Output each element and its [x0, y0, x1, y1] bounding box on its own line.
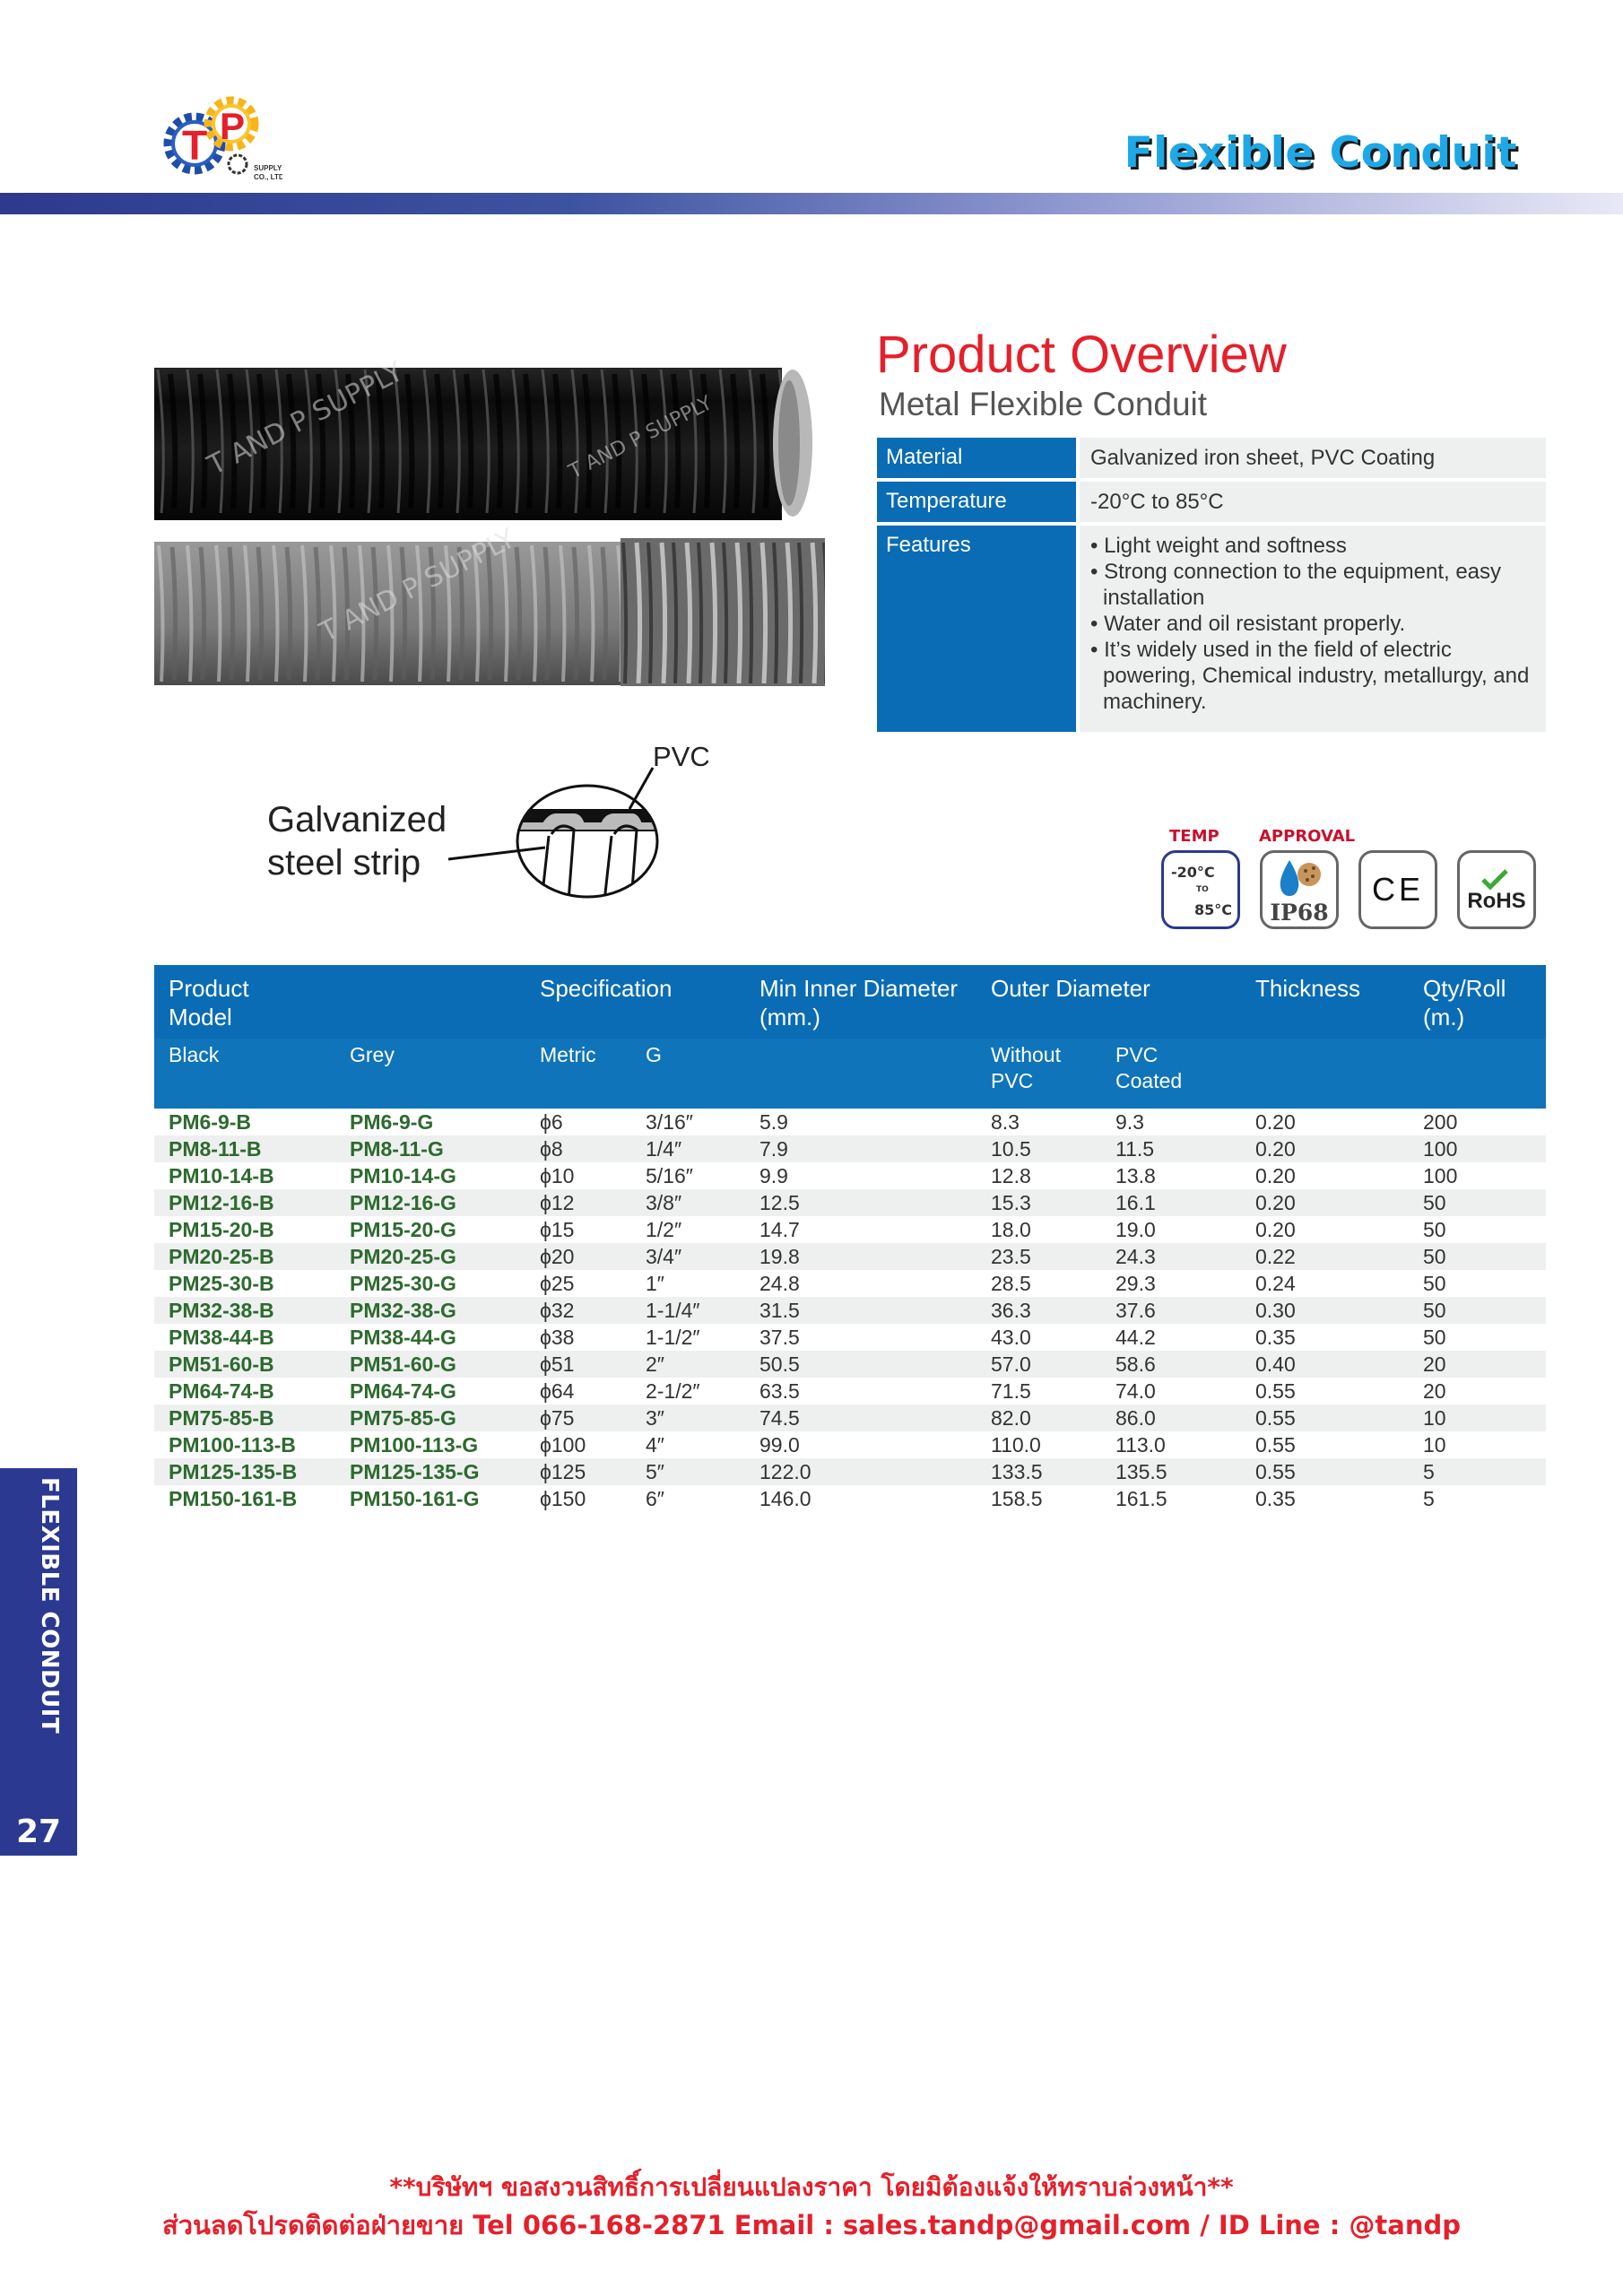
- cell-min-inner: 37.5: [759, 1326, 800, 1349]
- photo-watermark: T AND P SUPPLY: [203, 356, 409, 482]
- spec-value: -20°C to 85°C: [1080, 482, 1546, 522]
- header-qty-roll: Qty/Roll (m.): [1423, 975, 1506, 1031]
- cell-model-grey: PM51-60-G: [350, 1352, 456, 1376]
- header-black: Black: [169, 1043, 220, 1066]
- ip68-badge: IP68: [1260, 850, 1339, 929]
- cell-model-grey: PM150-161-G: [350, 1487, 480, 1510]
- cell-thickness: 0.20: [1255, 1218, 1296, 1241]
- cell-min-inner: 50.5: [759, 1352, 800, 1376]
- spec-row-material: [877, 438, 1546, 478]
- cell-g-size: 4″: [646, 1433, 664, 1457]
- cell-model-black: PM38-44-B: [169, 1326, 274, 1349]
- table-row: [154, 1270, 1546, 1297]
- cell-thickness: 0.40: [1255, 1352, 1296, 1376]
- cell-outer-pvc-coated: 86.0: [1115, 1406, 1156, 1430]
- cell-qty-roll: 50: [1423, 1299, 1446, 1322]
- photo-watermark: T AND P SUPPLY: [315, 523, 521, 648]
- cell-thickness: 0.20: [1255, 1191, 1296, 1214]
- cell-outer-pvc-coated: 16.1: [1115, 1191, 1156, 1214]
- cell-outer-without-pvc: 43.0: [991, 1326, 1031, 1349]
- cell-metric-size: ϕ100: [540, 1433, 586, 1457]
- cell-thickness: 0.55: [1255, 1460, 1296, 1483]
- cell-g-size: 3/4″: [646, 1245, 682, 1268]
- cell-qty-roll: 10: [1423, 1433, 1446, 1457]
- table-header: [154, 965, 1546, 1109]
- logo-gears-icon: [157, 94, 282, 184]
- cell-outer-without-pvc: 57.0: [991, 1352, 1031, 1376]
- cell-thickness: 0.35: [1255, 1487, 1296, 1510]
- cell-metric-size: ϕ125: [540, 1460, 586, 1483]
- page-number: 27: [15, 1813, 62, 1850]
- cell-outer-without-pvc: 158.5: [991, 1487, 1043, 1510]
- cell-model-grey: PM15-20-G: [350, 1218, 456, 1241]
- cell-model-black: PM10-14-B: [169, 1164, 274, 1187]
- cell-model-grey: PM32-38-G: [350, 1299, 456, 1322]
- cell-qty-roll: 50: [1423, 1326, 1446, 1349]
- company-logo: [157, 94, 282, 184]
- cell-outer-without-pvc: 8.3: [991, 1110, 1020, 1134]
- svg-text:CO., LTD: CO., LTD: [254, 173, 282, 181]
- cell-metric-size: ϕ6: [540, 1110, 563, 1134]
- spec-value: Galvanized iron sheet, PVC Coating: [1080, 438, 1546, 478]
- header-product-model: Product Model: [169, 975, 249, 1031]
- cell-min-inner: 99.0: [759, 1433, 800, 1457]
- cell-outer-pvc-coated: 13.8: [1115, 1164, 1156, 1187]
- cell-g-size: 1-1/2″: [646, 1326, 700, 1349]
- table-row: [154, 1135, 1546, 1162]
- overview-subtitle: Metal Flexible Conduit: [879, 386, 1208, 422]
- water-dust-icon: [1263, 855, 1336, 900]
- cell-outer-pvc-coated: 44.2: [1115, 1326, 1156, 1349]
- cell-g-size: 2″: [646, 1352, 664, 1376]
- table-row: [154, 1431, 1546, 1458]
- cell-min-inner: 63.5: [759, 1379, 800, 1403]
- cell-model-black: PM100-113-B: [169, 1433, 296, 1457]
- cell-outer-pvc-coated: 9.3: [1115, 1110, 1144, 1134]
- cell-model-grey: PM38-44-G: [350, 1326, 456, 1349]
- table-row: [154, 1351, 1546, 1378]
- cell-outer-without-pvc: 71.5: [991, 1379, 1031, 1403]
- cell-outer-pvc-coated: 113.0: [1115, 1433, 1166, 1457]
- cell-outer-pvc-coated: 29.3: [1115, 1272, 1156, 1295]
- section-label: FLEXIBLE CONDUIT: [36, 1477, 63, 1735]
- product-spec-table: [154, 965, 1546, 1512]
- diagram-label-steel-strip: Galvanized steel strip: [267, 800, 447, 883]
- cell-g-size: 1-1/4″: [646, 1299, 700, 1322]
- cell-model-grey: PM100-113-G: [350, 1433, 479, 1457]
- table-row: [154, 1297, 1546, 1324]
- cell-outer-pvc-coated: 11.5: [1115, 1137, 1155, 1161]
- cell-min-inner: 146.0: [759, 1487, 812, 1510]
- cell-min-inner: 7.9: [759, 1137, 788, 1161]
- cell-thickness: 0.20: [1255, 1137, 1296, 1161]
- cell-metric-size: ϕ12: [540, 1191, 575, 1214]
- cell-model-black: PM8-11-B: [169, 1137, 262, 1161]
- cell-g-size: 6″: [646, 1487, 664, 1510]
- cell-model-grey: PM8-11-G: [350, 1137, 444, 1161]
- cell-outer-without-pvc: 110.0: [991, 1433, 1041, 1457]
- cell-outer-without-pvc: 36.3: [991, 1299, 1031, 1322]
- cell-outer-pvc-coated: 58.6: [1115, 1352, 1156, 1376]
- cell-model-grey: PM12-16-G: [350, 1191, 456, 1214]
- cell-outer-without-pvc: 28.5: [991, 1272, 1031, 1295]
- cell-g-size: 5″: [646, 1460, 664, 1483]
- cell-qty-roll: 5: [1423, 1487, 1435, 1510]
- spec-key: Features: [877, 526, 1076, 732]
- feature-item: • Light weight and softness: [1090, 534, 1347, 558]
- cell-thickness: 0.35: [1255, 1326, 1296, 1349]
- footer: [0, 2169, 1623, 2244]
- cell-outer-pvc-coated: 19.0: [1115, 1218, 1156, 1241]
- cell-thickness: 0.20: [1255, 1164, 1296, 1187]
- cell-metric-size: ϕ51: [540, 1352, 575, 1376]
- cell-metric-size: ϕ15: [540, 1218, 575, 1241]
- cell-outer-without-pvc: 15.3: [991, 1191, 1031, 1214]
- header-thickness: Thickness: [1255, 975, 1361, 1002]
- table-row: [154, 1162, 1546, 1189]
- cell-model-black: PM20-25-B: [169, 1245, 274, 1268]
- ce-mark-badge: CE: [1358, 850, 1437, 929]
- cell-thickness: 0.24: [1255, 1272, 1296, 1295]
- cell-outer-pvc-coated: 37.6: [1115, 1299, 1156, 1322]
- temp-range-badge: -20°C TO 85°C: [1161, 850, 1240, 929]
- cell-qty-roll: 5: [1423, 1460, 1435, 1483]
- header-band: [0, 193, 1623, 214]
- features-list: [1080, 526, 1546, 732]
- cell-thickness: 0.55: [1255, 1433, 1296, 1457]
- cell-metric-size: ϕ64: [540, 1379, 575, 1403]
- cell-outer-without-pvc: 12.8: [991, 1164, 1031, 1187]
- spec-key: Temperature: [877, 482, 1076, 522]
- spec-key: Material: [877, 438, 1076, 478]
- cell-min-inner: 9.9: [759, 1164, 788, 1187]
- cell-outer-pvc-coated: 161.5: [1115, 1487, 1167, 1510]
- feature-item: • It’s widely used in the field of electric powering, Chemical industry, metallurgy, and machinery.: [1090, 638, 1530, 714]
- cell-qty-roll: 50: [1423, 1218, 1446, 1241]
- svg-text:SUPPLY: SUPPLY: [254, 164, 282, 172]
- table-row: [154, 1216, 1546, 1243]
- cell-qty-roll: 100: [1423, 1137, 1458, 1161]
- footer-disclaimer: **บริษัทฯ ขอสงวนสิทธิ์การเปลี่ยนแปลงราคา โดยมิต้องแจ้งให้ทราบล่วงหน้า**: [389, 2172, 1234, 2202]
- table-row: [154, 1405, 1546, 1431]
- cell-g-size: 1/4″: [646, 1137, 682, 1161]
- cell-min-inner: 74.5: [759, 1406, 800, 1430]
- black-conduit-photo: [154, 356, 818, 522]
- cell-model-grey: PM64-74-G: [350, 1379, 456, 1403]
- header-pvc-coated: PVC Coated: [1115, 1043, 1183, 1092]
- cell-model-grey: PM25-30-G: [350, 1272, 456, 1295]
- cross-section-diagram: [430, 753, 735, 906]
- cell-g-size: 3″: [646, 1406, 664, 1430]
- diagram-label-pvc: PVC: [653, 741, 710, 772]
- feature-item: • Strong connection to the equipment, easy installation: [1090, 560, 1502, 610]
- cell-model-black: PM75-85-B: [169, 1406, 274, 1430]
- cell-outer-without-pvc: 133.5: [991, 1460, 1043, 1483]
- cell-outer-without-pvc: 18.0: [991, 1218, 1031, 1241]
- cell-metric-size: ϕ75: [540, 1406, 575, 1430]
- checkmark-icon: [1481, 869, 1508, 891]
- table-row: [154, 1243, 1546, 1270]
- table-row: [154, 1485, 1546, 1512]
- cell-qty-roll: 50: [1423, 1245, 1446, 1268]
- logo-letter-t: T: [181, 122, 208, 169]
- cell-model-black: PM125-135-B: [169, 1460, 298, 1483]
- cell-metric-size: ϕ150: [540, 1487, 586, 1510]
- header-grey: Grey: [350, 1043, 395, 1066]
- cell-g-size: 1″: [646, 1272, 664, 1295]
- cell-outer-without-pvc: 23.5: [991, 1245, 1031, 1268]
- rohs-badge: RoHS: [1457, 850, 1536, 929]
- grey-conduit-photo: [154, 523, 825, 686]
- cell-metric-size: ϕ20: [540, 1245, 575, 1268]
- cell-thickness: 0.30: [1255, 1299, 1296, 1322]
- cell-g-size: 2-1/2″: [646, 1379, 700, 1403]
- cell-model-black: PM150-161-B: [169, 1487, 298, 1510]
- cell-metric-size: ϕ32: [540, 1299, 575, 1322]
- cell-outer-pvc-coated: 24.3: [1115, 1245, 1156, 1268]
- cell-thickness: 0.55: [1255, 1406, 1296, 1430]
- cell-metric-size: ϕ38: [540, 1326, 575, 1349]
- cell-qty-roll: 100: [1423, 1164, 1458, 1187]
- cell-model-grey: PM125-135-G: [350, 1460, 480, 1483]
- cell-model-black: PM12-16-B: [169, 1191, 274, 1214]
- overview-title: Product Overview: [876, 326, 1287, 384]
- cell-g-size: 3/16″: [646, 1110, 693, 1134]
- cell-qty-roll: 200: [1423, 1110, 1458, 1134]
- cell-outer-without-pvc: 82.0: [991, 1406, 1031, 1430]
- cell-min-inner: 5.9: [759, 1110, 788, 1134]
- header-metric: Metric: [540, 1043, 596, 1066]
- cell-model-black: PM15-20-B: [169, 1218, 274, 1241]
- cell-qty-roll: 10: [1423, 1406, 1446, 1430]
- cell-g-size: 1/2″: [646, 1218, 682, 1241]
- spec-row-features: [877, 526, 1546, 732]
- logo-letter-p: P: [219, 105, 246, 147]
- cell-metric-size: ϕ8: [540, 1137, 563, 1161]
- cell-qty-roll: 20: [1423, 1352, 1446, 1376]
- cell-min-inner: 14.7: [759, 1218, 800, 1241]
- cell-model-black: PM32-38-B: [169, 1299, 274, 1322]
- cell-thickness: 0.55: [1255, 1379, 1296, 1403]
- header-outer-diameter: Outer Diameter: [991, 975, 1150, 1002]
- header-without-pvc: Without PVC: [991, 1043, 1061, 1092]
- cell-thickness: 0.22: [1255, 1245, 1296, 1268]
- feature-item: • Water and oil resistant properly.: [1090, 612, 1406, 636]
- cell-min-inner: 31.5: [759, 1299, 800, 1322]
- cell-metric-size: ϕ25: [540, 1272, 575, 1295]
- cell-outer-pvc-coated: 74.0: [1115, 1379, 1156, 1403]
- badge-temp-label: TEMP: [1169, 827, 1219, 846]
- header-specification: Specification: [540, 975, 673, 1002]
- cell-model-black: PM6-9-B: [169, 1110, 252, 1134]
- photo-watermark: T AND P SUPPLY: [565, 392, 716, 483]
- cell-metric-size: ϕ10: [540, 1164, 575, 1187]
- cell-model-black: PM51-60-B: [169, 1352, 274, 1376]
- cell-min-inner: 122.0: [759, 1460, 812, 1483]
- cell-g-size: 3/8″: [646, 1191, 682, 1214]
- cell-min-inner: 24.8: [759, 1272, 800, 1295]
- cell-outer-without-pvc: 10.5: [991, 1137, 1031, 1161]
- cell-model-black: PM25-30-B: [169, 1272, 274, 1295]
- cell-qty-roll: 50: [1423, 1191, 1446, 1214]
- table-row: [154, 1189, 1546, 1216]
- cell-model-grey: PM20-25-G: [350, 1245, 456, 1268]
- cell-thickness: 0.20: [1255, 1110, 1296, 1134]
- badge-approval-label: APPROVAL: [1259, 827, 1356, 846]
- cell-g-size: 5/16″: [646, 1164, 693, 1187]
- header-min-inner: Min Inner Diameter (mm.): [759, 975, 959, 1031]
- cell-model-grey: PM10-14-G: [350, 1164, 456, 1187]
- section-side-tab: [0, 1468, 77, 1856]
- table-row: [154, 1378, 1546, 1405]
- cell-min-inner: 12.5: [759, 1191, 800, 1214]
- table-row: [154, 1324, 1546, 1351]
- page-title: Flexible Conduit: [1124, 128, 1517, 178]
- cell-min-inner: 19.8: [759, 1245, 800, 1268]
- cell-qty-roll: 50: [1423, 1272, 1446, 1295]
- cell-model-grey: PM75-85-G: [350, 1406, 456, 1430]
- table-body: [154, 1109, 1546, 1512]
- header-g: G: [646, 1043, 662, 1066]
- spec-table: [877, 438, 1546, 732]
- footer-contact: ส่วนลดโปรดติดต่อฝ่ายขาย Tel 066-168-2871 Email : sales.tandp@gmail.com / ID Line : @tandp: [162, 2210, 1461, 2240]
- cell-outer-pvc-coated: 135.5: [1115, 1460, 1167, 1483]
- cell-model-grey: PM6-9-G: [350, 1110, 434, 1134]
- table-row: [154, 1109, 1546, 1135]
- spec-row-temperature: [877, 482, 1546, 522]
- cell-qty-roll: 20: [1423, 1379, 1446, 1403]
- cell-model-black: PM64-74-B: [169, 1379, 274, 1403]
- table-row: [154, 1458, 1546, 1485]
